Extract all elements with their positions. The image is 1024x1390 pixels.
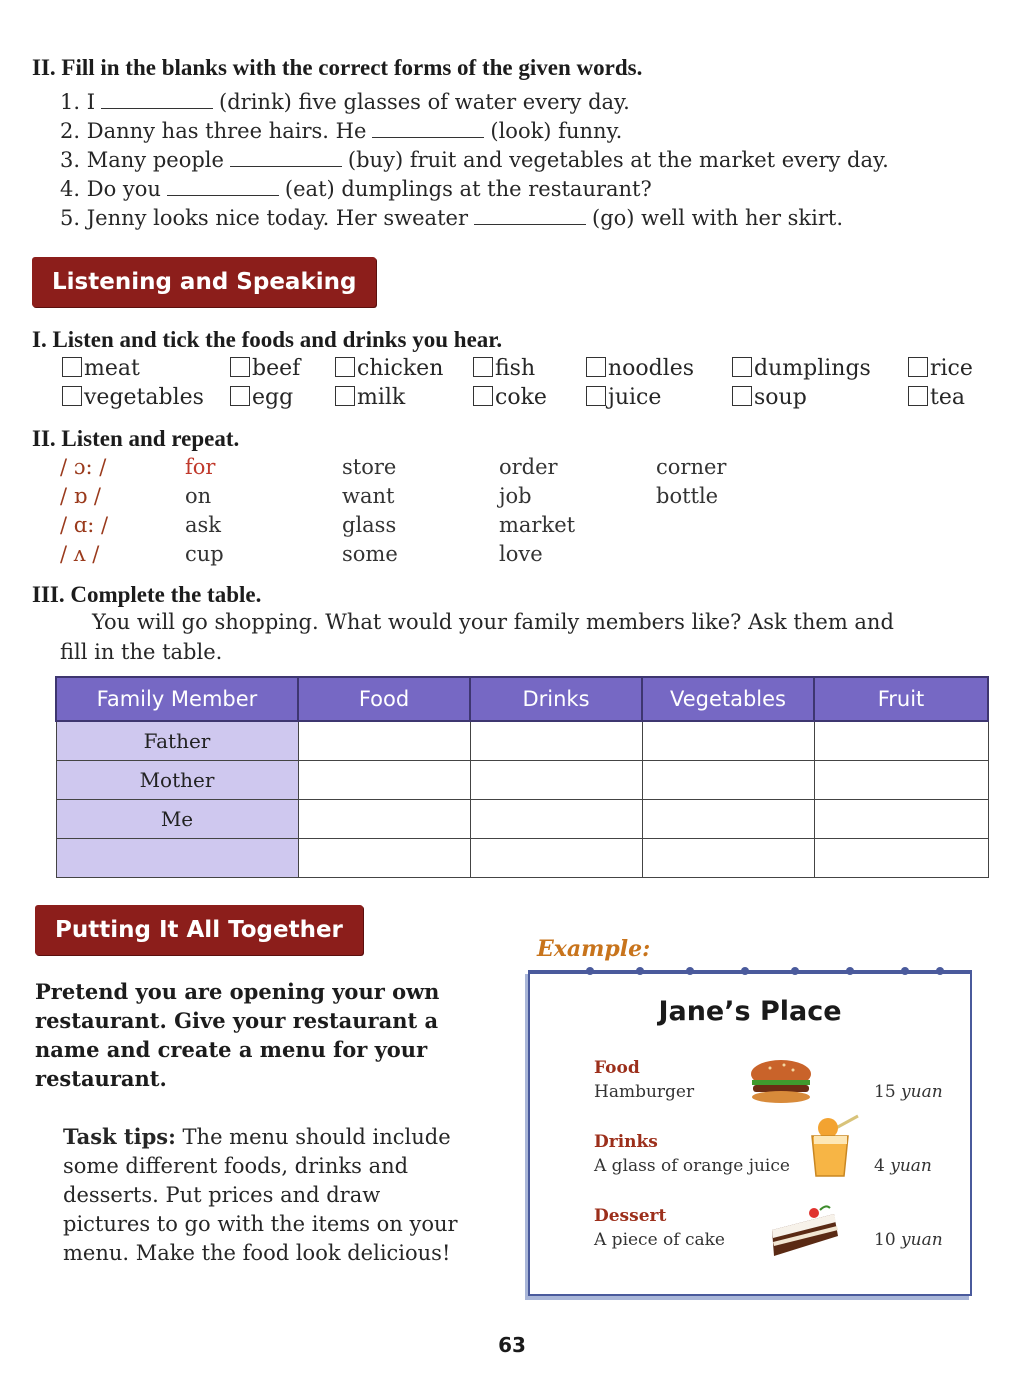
grammar-heading: II. Fill in the blanks with the correct forms of the given words. bbox=[32, 55, 643, 80]
tips-label: Task tips: bbox=[63, 1124, 176, 1149]
answer-blank[interactable] bbox=[101, 90, 213, 109]
answer-blank[interactable] bbox=[372, 119, 484, 138]
item-number: 5. bbox=[60, 206, 81, 230]
word: glass bbox=[342, 513, 397, 537]
tick-option[interactable]: dumplings bbox=[732, 356, 871, 381]
table-cell[interactable] bbox=[642, 721, 814, 761]
item-number: 1. bbox=[60, 90, 81, 114]
menu-item: Hamburger bbox=[594, 1082, 695, 1102]
row-label[interactable] bbox=[56, 839, 298, 878]
table-cell[interactable] bbox=[814, 721, 988, 761]
tick-option[interactable]: milk bbox=[335, 385, 405, 410]
item-text: Many people bbox=[86, 148, 224, 172]
checkbox[interactable] bbox=[586, 357, 606, 377]
tick-option[interactable]: fish bbox=[473, 356, 535, 381]
word: job bbox=[499, 484, 532, 508]
table-cell[interactable] bbox=[642, 800, 814, 839]
item-number: 4. bbox=[60, 177, 81, 201]
repeat-heading: II. Listen and repeat. bbox=[32, 426, 240, 451]
item-text: I bbox=[86, 90, 96, 114]
menu-category-dessert: Dessert bbox=[594, 1206, 667, 1226]
menu-item: A glass of orange juice bbox=[594, 1156, 790, 1176]
phonetic-word bbox=[499, 455, 558, 479]
checkbox[interactable] bbox=[473, 386, 493, 406]
hamburger-icon bbox=[748, 1058, 814, 1104]
menu-price: 4 yuan bbox=[874, 1156, 932, 1176]
phonetic-word bbox=[656, 455, 726, 479]
table-cell[interactable] bbox=[470, 761, 642, 800]
phonetic-word bbox=[656, 484, 718, 508]
grammar-item-2 bbox=[60, 119, 622, 143]
phonetic-word bbox=[342, 455, 396, 479]
phonetic-symbol: / ɔ: / bbox=[60, 455, 107, 479]
tick-option[interactable]: tea bbox=[908, 385, 965, 410]
grammar-item-5 bbox=[60, 206, 843, 230]
tick-option[interactable]: vegetables bbox=[62, 385, 204, 410]
example-label: Example: bbox=[537, 936, 651, 962]
table-cell[interactable] bbox=[298, 721, 470, 761]
table-instructions-line1: You will go shopping. What would your family members like? Ask them and bbox=[92, 610, 894, 634]
word: for bbox=[185, 455, 216, 479]
word: market bbox=[499, 513, 576, 537]
column-header: Fruit bbox=[814, 677, 988, 721]
phonetic-symbol: / ɒ / bbox=[60, 484, 101, 508]
checkbox[interactable] bbox=[62, 386, 82, 406]
word: cup bbox=[185, 542, 224, 566]
word: on bbox=[185, 484, 212, 508]
item-text: (drink) five glasses of water every day. bbox=[219, 90, 630, 114]
together-banner: Putting It All Together bbox=[35, 905, 363, 955]
checkbox[interactable] bbox=[473, 357, 493, 377]
item-text: (look) funny. bbox=[490, 119, 623, 143]
menu-price: 10 yuan bbox=[874, 1230, 943, 1250]
checkbox[interactable] bbox=[335, 386, 355, 406]
orange-juice-icon bbox=[806, 1114, 868, 1180]
phonetic-word bbox=[342, 484, 394, 508]
answer-blank[interactable] bbox=[167, 177, 279, 196]
phonetic-word bbox=[185, 455, 215, 479]
task-tips: Task tips: The menu should include some different foods, drinks and desserts. Put prices and draw pictures to go with the items on your menu. Make the food look delicious! bbox=[63, 1124, 458, 1265]
table-heading: III. Complete the table. bbox=[32, 582, 262, 607]
table-cell[interactable] bbox=[298, 800, 470, 839]
tick-heading: I. Listen and tick the foods and drinks you hear. bbox=[32, 327, 503, 352]
table-cell[interactable] bbox=[814, 761, 988, 800]
item-text: Jenny looks nice today. Her sweater bbox=[86, 206, 468, 230]
column-header: Food bbox=[298, 677, 470, 721]
tick-option[interactable]: coke bbox=[473, 385, 547, 410]
answer-blank[interactable] bbox=[230, 148, 342, 167]
table-cell[interactable] bbox=[470, 839, 642, 878]
row-label: Mother bbox=[56, 761, 298, 800]
tick-option[interactable]: noodles bbox=[586, 356, 694, 381]
table-cell[interactable] bbox=[814, 839, 988, 878]
grammar-item-4 bbox=[60, 177, 652, 201]
table-cell[interactable] bbox=[642, 839, 814, 878]
table-cell[interactable] bbox=[470, 721, 642, 761]
checkbox[interactable] bbox=[908, 357, 928, 377]
column-header: Family Member bbox=[56, 677, 298, 721]
checkbox[interactable] bbox=[62, 357, 82, 377]
tick-option[interactable]: meat bbox=[62, 356, 140, 381]
phonetic-symbol: / ɑ: / bbox=[60, 513, 109, 537]
cake-icon bbox=[768, 1204, 842, 1260]
word: ask bbox=[185, 513, 222, 537]
tick-option[interactable]: beef bbox=[230, 356, 300, 381]
checkbox[interactable] bbox=[732, 357, 752, 377]
table-cell[interactable] bbox=[470, 800, 642, 839]
checkbox[interactable] bbox=[586, 386, 606, 406]
table-cell[interactable] bbox=[814, 800, 988, 839]
example-menu-card bbox=[528, 970, 972, 1296]
table-cell[interactable] bbox=[298, 761, 470, 800]
menu-price: 15 yuan bbox=[874, 1082, 943, 1102]
table-instructions-line2: fill in the table. bbox=[60, 640, 223, 664]
word: want bbox=[342, 484, 395, 508]
phonetic-word bbox=[342, 513, 396, 537]
item-text: Danny has three hairs. He bbox=[86, 119, 367, 143]
phonetic-word bbox=[342, 542, 398, 566]
table-cell[interactable] bbox=[642, 761, 814, 800]
table-header-row bbox=[56, 677, 988, 721]
tick-option[interactable]: rice bbox=[908, 356, 973, 381]
menu-item: A piece of cake bbox=[594, 1230, 725, 1250]
answer-blank[interactable] bbox=[474, 206, 586, 225]
page-number: 63 bbox=[498, 1333, 526, 1357]
grammar-item-3 bbox=[60, 148, 889, 172]
word: order bbox=[499, 455, 558, 479]
word: store bbox=[342, 455, 397, 479]
tick-option[interactable]: egg bbox=[230, 385, 293, 410]
checkbox[interactable] bbox=[230, 357, 250, 377]
spiral-binding-icon bbox=[530, 963, 970, 979]
column-header: Drinks bbox=[470, 677, 642, 721]
phonetic-word bbox=[185, 542, 224, 566]
row-label: Me bbox=[56, 800, 298, 839]
table-row bbox=[56, 800, 988, 839]
phonetic-symbol: / ʌ / bbox=[60, 542, 100, 566]
item-number: 2. bbox=[60, 119, 81, 143]
word: corner bbox=[656, 455, 727, 479]
row-label: Father bbox=[56, 721, 298, 761]
word: some bbox=[342, 542, 398, 566]
task-prompt: Pretend you are opening your own restaurant. Give your restaurant a name and create a menu for your restaurant. bbox=[35, 979, 440, 1091]
checkbox[interactable] bbox=[230, 386, 250, 406]
checkbox[interactable] bbox=[732, 386, 752, 406]
tick-option[interactable]: juice bbox=[586, 385, 661, 410]
item-text: (go) well with her skirt. bbox=[592, 206, 844, 230]
item-text: (eat) dumplings at the restaurant? bbox=[284, 177, 652, 201]
item-text: Do you bbox=[86, 177, 161, 201]
checkbox[interactable] bbox=[335, 357, 355, 377]
item-text: (buy) fruit and vegetables at the market every day. bbox=[347, 148, 889, 172]
item-number: 3. bbox=[60, 148, 81, 172]
phonetic-word bbox=[499, 484, 532, 508]
menu-category-drinks: Drinks bbox=[594, 1132, 658, 1152]
phonetic-word bbox=[499, 513, 575, 537]
column-header: Vegetables bbox=[642, 677, 814, 721]
grammar-item-1 bbox=[60, 90, 630, 114]
family-table bbox=[55, 676, 989, 878]
tick-option[interactable]: soup bbox=[732, 385, 807, 410]
phonetic-word bbox=[499, 542, 543, 566]
word: love bbox=[499, 542, 543, 566]
phonetic-word bbox=[185, 513, 221, 537]
table-cell[interactable] bbox=[298, 839, 470, 878]
listening-banner: Listening and Speaking bbox=[32, 257, 376, 307]
table-row bbox=[56, 761, 988, 800]
table-row bbox=[56, 721, 988, 761]
tick-option[interactable]: chicken bbox=[335, 356, 443, 381]
word: bottle bbox=[656, 484, 719, 508]
menu-title: Jane’s Place bbox=[658, 996, 842, 1027]
menu-category-food: Food bbox=[594, 1058, 640, 1078]
table-row bbox=[56, 839, 988, 878]
checkbox[interactable] bbox=[908, 386, 928, 406]
phonetic-word bbox=[185, 484, 211, 508]
